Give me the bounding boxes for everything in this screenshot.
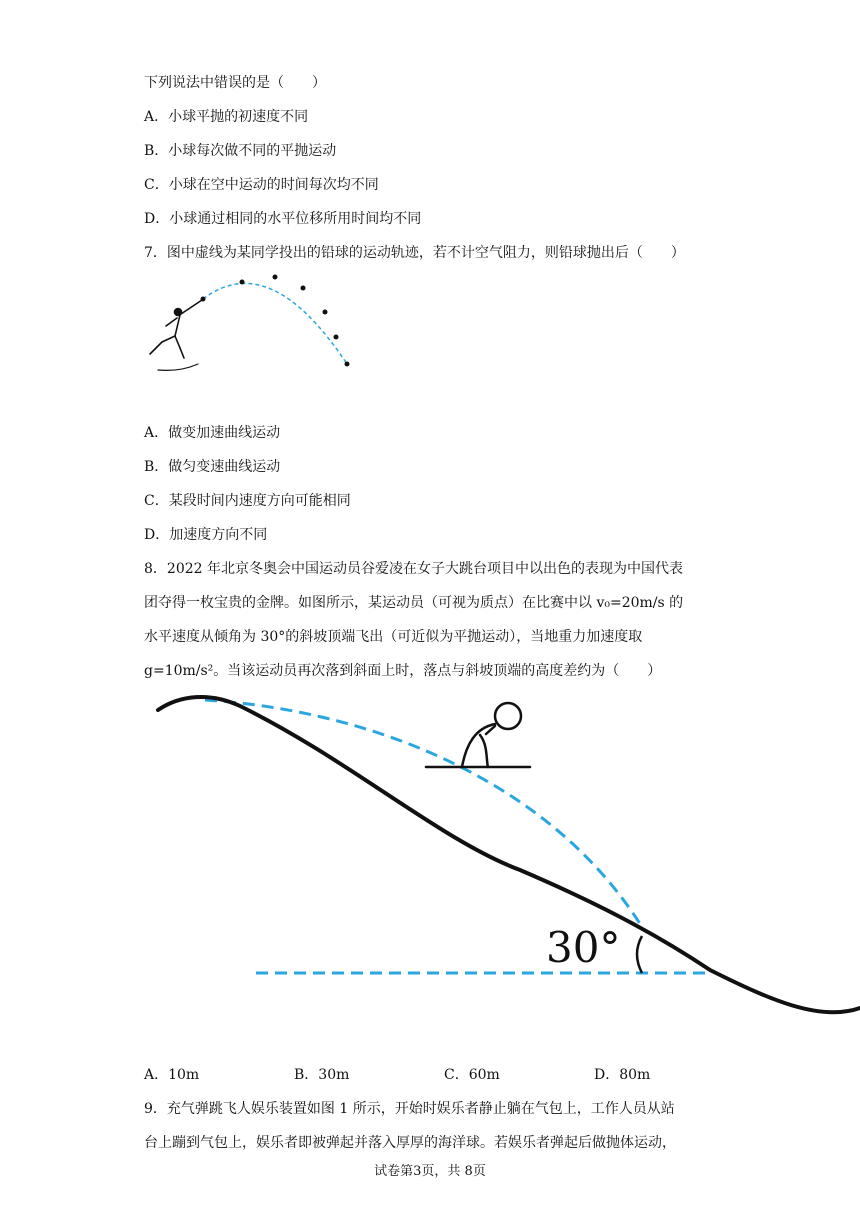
q8-line-3: 水平速度从倾角为 30°的斜坡顶端飞出（可近似为平抛运动），当地重力加速度取 [144,629,643,645]
angle-label: 30° [546,923,621,972]
shot-point [240,280,245,285]
q8-line-4: g=10m/s²。当该运动员再次落到斜面上时，落点与斜坡顶端的高度差约为（ ） [144,663,662,679]
page-footer: 试卷第3页，共 8页 [374,1164,486,1179]
flight-trajectory [205,700,642,927]
q7-option-a: A．做变加速曲线运动 [144,425,281,441]
q9-line-1: 9．充气弹跳飞人娱乐装置如图 1 所示，开始时娱乐者静止躺在气包上，工作人员从站 [144,1101,675,1117]
q8-line-2: 团夺得一枚宝贵的金牌。如图所示，某运动员（可视为质点）在比赛中以 v₀=20m/s 的 [144,595,684,611]
athlete-icon [150,300,202,370]
q6-option-a: A．小球平抛的初速度不同 [144,109,309,125]
q8-line-1: 8．2022 年北京冬奥会中国运动员谷爱凌在女子大跳台项目中以出色的表现为中国代表 [144,561,683,577]
q6-option-b: B．小球每次做不同的平抛运动 [144,143,337,159]
q6-stem: 下列说法中错误的是（ ） [144,75,326,91]
q8-option-b: B．30m [294,1067,350,1083]
q7-option-c: C．某段时间内速度方向可能相同 [144,493,351,509]
q7-option-d: D．加速度方向不同 [144,527,268,543]
q6-option-c: C．小球在空中运动的时间每次均不同 [144,177,379,193]
slope-curve [158,697,860,1012]
shot-point [301,286,306,291]
q9-line-2: 台上蹦到气包上，娱乐者即被弹起并落入厚厚的海洋球。若娱乐者弹起后做抛体运动， [144,1135,676,1151]
shot-put-figure [140,268,370,378]
q8-option-d: D．80m [594,1067,651,1083]
shot-trajectory [203,283,347,364]
q8-option-a: A．10m [144,1067,200,1083]
shot-point [323,310,328,315]
q7-option-b: B．做匀变速曲线运动 [144,459,281,475]
q8-option-c: C．60m [444,1067,500,1083]
skier-icon [426,703,530,767]
shot-point [334,335,339,340]
q7-stem: 7．图中虚线为某同学投出的铅球的运动轨迹，若不计空气阻力，则铅球抛出后（ ） [144,245,685,261]
shot-point [345,362,350,367]
shot-point [273,275,278,280]
angle-arc [637,936,642,973]
q6-option-d: D．小球通过相同的水平位移所用时间均不同 [144,211,422,227]
ski-slope-figure [150,690,860,1030]
